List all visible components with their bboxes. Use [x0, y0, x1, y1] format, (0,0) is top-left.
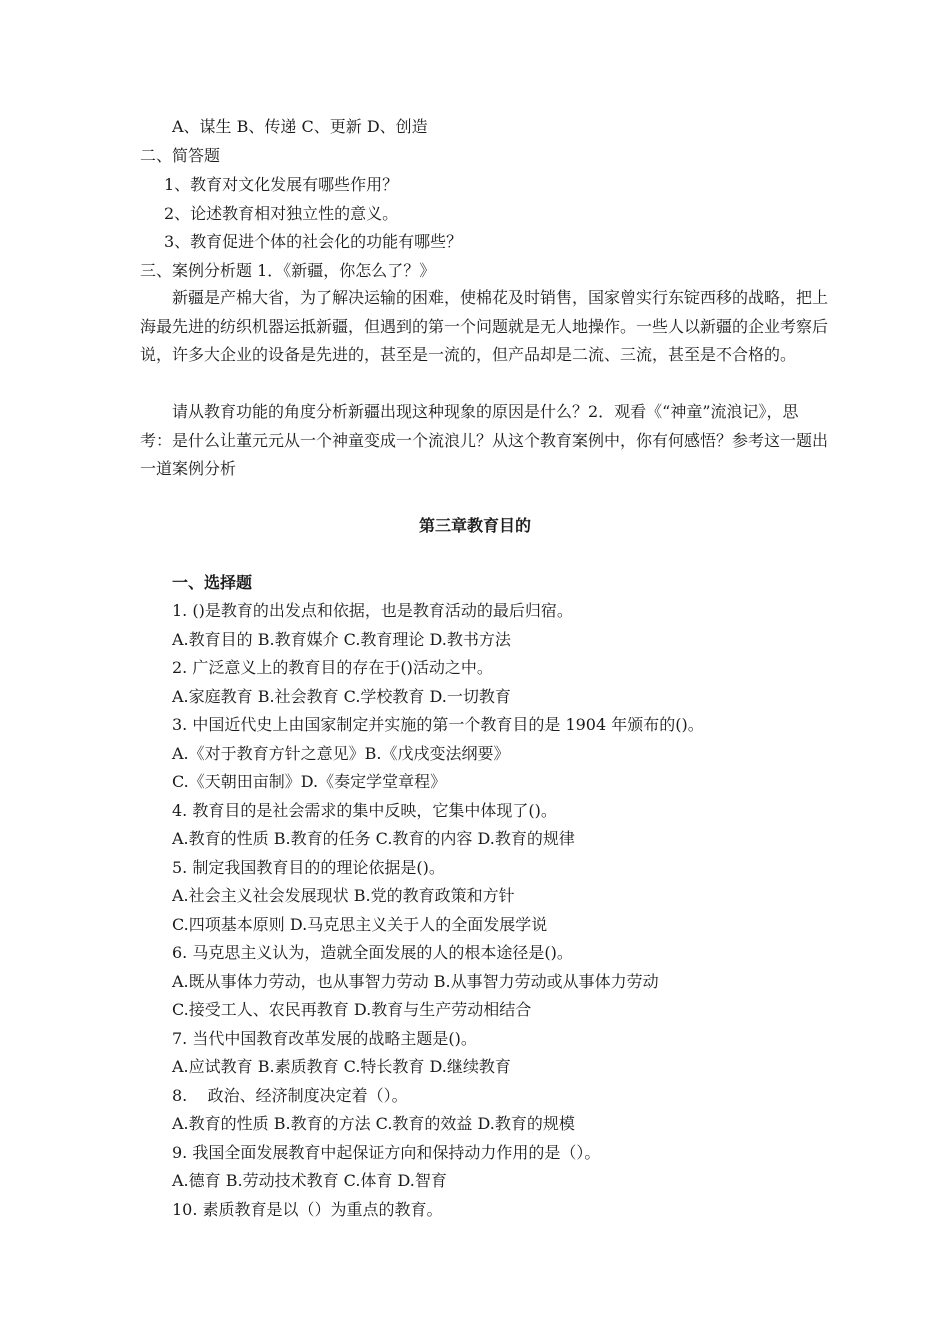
question-line: 10. 素质教育是以（）为重点的教育。	[172, 1200, 443, 1219]
short-answer-question-3: 3、教育促进个体的社会化的功能有哪些？	[164, 232, 463, 251]
question-line: 4. 教育目的是社会需求的集中反映，它集中体现了()。	[172, 801, 557, 820]
option-line: A.德育 B.劳动技术教育 C.体育 D.智育	[172, 1171, 447, 1190]
option-line: A.社会主义社会发展现状 B.党的教育政策和方针	[172, 886, 515, 905]
option-line: A.教育的性质 B.教育的任务 C.教育的内容 D.教育的规律	[172, 829, 575, 848]
previous-question-options: A、谋生 B、传递 C、更新 D、创造	[172, 117, 428, 136]
question-line: 2. 广泛意义上的教育目的存在于()活动之中。	[172, 658, 493, 677]
option-line: A.家庭教育 B.社会教育 C.学校教育 D.一切教育	[172, 687, 511, 706]
question-line: 3. 中国近代史上由国家制定并实施的第一个教育目的是 1904 年颁布的()。	[172, 715, 704, 734]
section-heading-case-analysis: 三、案例分析题 1．《新疆，你怎么了？》	[140, 261, 436, 280]
case-paragraph-xinjiang: 新疆是产棉大省，为了解决运输的困难，使棉花及时销售，国家曾实行东锭西移的战略，把上海最先进的纺织机器运抵新疆，但遇到的第一个问题就是无人地操作。一些人以新疆的企业考察后说，许多大企业的设备是先进的，甚至是一流的，但产品却是二流、三流，甚至是不合格的。	[140, 288, 829, 364]
option-line: A.《对于教育方针之意见》B.《戊戌变法纲要》	[172, 744, 510, 763]
chapter-title: 第三章教育目的	[418, 516, 531, 535]
section-heading-multiple-choice: 一、选择题	[172, 573, 253, 592]
question-line: 1. ()是教育的出发点和依据，也是教育活动的最后归宿。	[172, 601, 573, 620]
option-line: A.应试教育 B.素质教育 C.特长教育 D.继续教育	[172, 1057, 511, 1076]
section-heading-short-answer: 二、简答题	[140, 146, 221, 165]
question-line: 7. 当代中国教育改革发展的战略主题是()。	[172, 1029, 477, 1048]
case-paragraph-prompt: 请从教育功能的角度分析新疆出现这种现象的原因是什么？2．观看《“神童”流浪记》，思考：是什么让董元元从一个神童变成一个流浪儿？从这个教育案例中，你有何感悟？参考这一题出一道案例分析	[140, 402, 829, 478]
option-line: A.既从事体力劳动，也从事智力劳动 B.从事智力劳动或从事体力劳动	[172, 972, 659, 991]
short-answer-question-1: 1、教育对文化发展有哪些作用？	[164, 175, 399, 194]
option-line: A.教育目的 B.教育媒介 C.教育理论 D.教书方法	[172, 630, 511, 649]
short-answer-question-2: 2、论述教育相对独立性的意义。	[164, 204, 399, 223]
option-line: C.接受工人、农民再教育 D.教育与生产劳动相结合	[172, 1000, 532, 1019]
option-line: C.《天朝田亩制》D.《奏定学堂章程》	[172, 772, 447, 791]
option-line: A.教育的性质 B.教育的方法 C.教育的效益 D.教育的规模	[172, 1114, 575, 1133]
question-line: 8. 政治、经济制度决定着（）。	[172, 1086, 408, 1105]
question-line: 9. 我国全面发展教育中起保证方向和保持动力作用的是（）。	[172, 1143, 601, 1162]
question-line: 6. 马克思主义认为，造就全面发展的人的根本途径是()。	[172, 943, 573, 962]
option-line: C.四项基本原则 D.马克思主义关于人的全面发展学说	[172, 915, 548, 934]
question-line: 5. 制定我国教育目的的理论依据是()。	[172, 858, 445, 877]
